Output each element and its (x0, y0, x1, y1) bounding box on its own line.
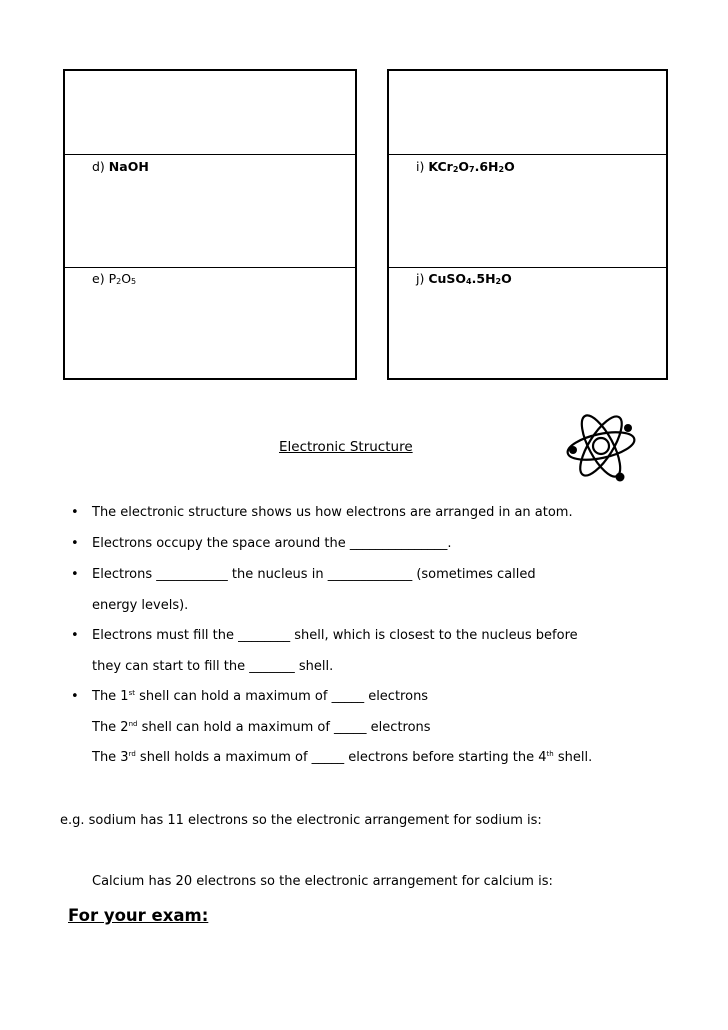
bullet-dot: • (71, 536, 79, 551)
formula: $CuSO_4.5H_2O$ (428, 271, 512, 286)
formula: NaOH (108, 159, 149, 174)
bullet-text: Electrons ___________ the nucleus in _____________ (sometimes called (92, 567, 536, 582)
atom-icon (562, 405, 640, 487)
bullet-text: The electronic structure shows us how electrons are arranged in an atom. (92, 505, 573, 520)
bullet-dot: • (71, 689, 79, 704)
formula-label-j: j) $CuSO_4.5H_2O$ (416, 271, 512, 286)
calcium-example: Calcium has 20 electrons so the electronic arrangement for calcium is: (92, 874, 553, 889)
shell-1-text: The 1st shell can hold a maximum of _____ electrons (92, 689, 429, 704)
table-divider (65, 267, 355, 268)
section-title: Electronic Structure (279, 439, 413, 455)
table-divider (389, 154, 666, 155)
formula: $KCr_2O_7.6H_2O$ (428, 159, 515, 174)
shell-3-text: The 3rd shell holds a maximum of _____ electrons before starting the 4th shell. (92, 750, 593, 765)
formula-table-right (387, 69, 668, 380)
bullet-dot: • (71, 505, 79, 520)
formula-label-d: d) NaOH (92, 159, 149, 174)
table-divider (65, 154, 355, 155)
formula: $P_2O_5$ (108, 271, 137, 286)
bullet-text: Electrons occupy the space around the _______________. (92, 536, 452, 551)
formula-label-i: i) $KCr_2O_7.6H_2O$ (416, 159, 515, 174)
bullet-text: energy levels). (92, 598, 189, 613)
bullet-dot: • (71, 628, 79, 643)
bullet-text: they can start to fill the _______ shell. (92, 659, 334, 674)
formula-label-e: e) $P_2O_5$ (92, 271, 137, 286)
table-divider (389, 267, 666, 268)
bullet-dot: • (71, 567, 79, 582)
formula-table-left (63, 69, 357, 380)
sodium-example: e.g. sodium has 11 electrons so the electronic arrangement for sodium is: (60, 813, 542, 828)
shell-2-text: The 2nd shell can hold a maximum of _____ electrons (92, 720, 431, 735)
exam-heading: For your exam: (68, 906, 209, 925)
bullet-text: Electrons must fill the ________ shell, which is closest to the nucleus before (92, 628, 578, 643)
